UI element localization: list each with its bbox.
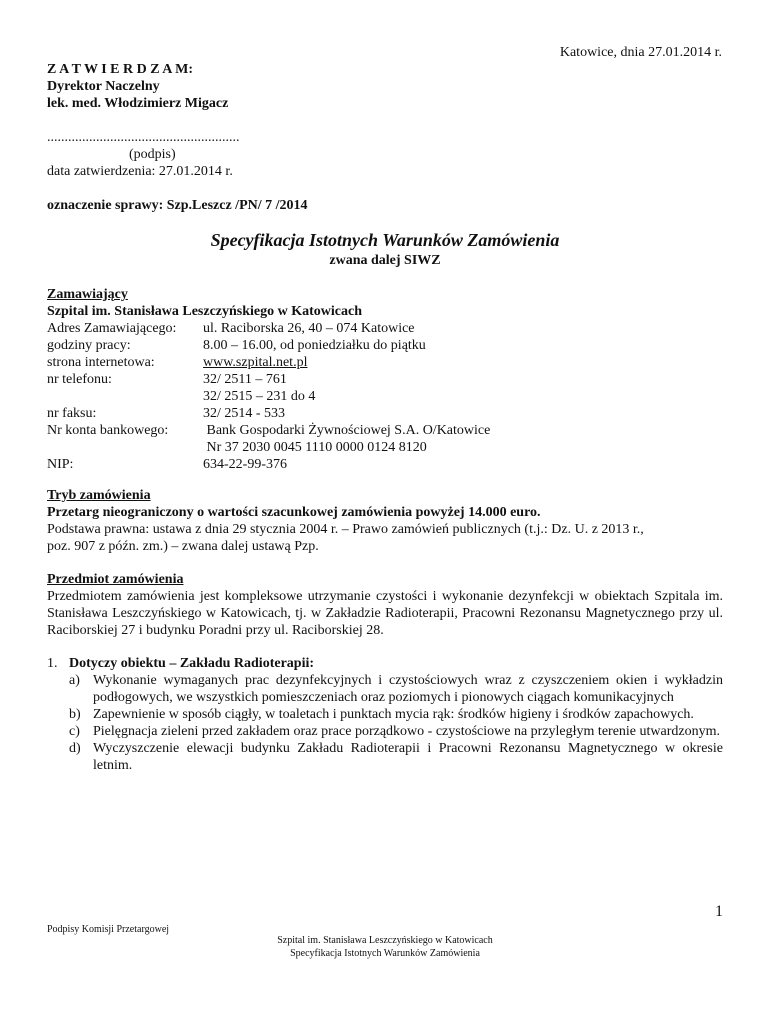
subject-text: Przedmiotem zamówienia jest kompleksowe utrzymanie czystości i wykonanie dezynfekcji w obiektach Szpitala im. Stanisława Leszczyńskiego w Katowicach, tj. w Zakładzie Radioterapii, Pracowni Rezonansu Magnetycznego przy ul. Raciborskiej 27 i budynku Poradni przy ul. Raciborskiej 28. [47, 589, 723, 638]
signature-block [47, 129, 240, 180]
case-reference: oznaczenie sprawy: Szp.Leszcz /PN/ 7 /2014 [47, 198, 308, 213]
list-subitem [47, 723, 723, 740]
date-line: Katowice, dnia 27.01.2014 r. [559, 45, 722, 60]
subitem-letter: c) [69, 724, 80, 739]
list-title: Dotyczy obiektu – Zakładu Radioterapii: [69, 656, 315, 671]
document-subtitle: zwana dalej SIWZ [329, 253, 441, 268]
buyer-row-label: nr telefonu: [47, 372, 112, 387]
document-title: Specyfikacja Istotnych Warunków Zamówienia [210, 230, 560, 250]
buyer-row [47, 405, 723, 422]
buyer-heading: Zamawiający [47, 287, 128, 302]
list-number: 1. [47, 656, 58, 671]
buyer-row-value: 32/ 2514 - 533 [203, 406, 286, 421]
buyer-name: Szpital im. Stanisława Leszczyńskiego w Katowicach [47, 304, 362, 319]
subitem-text: Pielęgnacja zieleni przed zakładem oraz prace porządkowo - czystościowe na przyległym terenie utwardzonym. [93, 724, 720, 739]
mode-heading: Tryb zamówienia [47, 488, 151, 503]
website-link[interactable]: www.szpital.net.pl [203, 355, 308, 370]
buyer-row-value: Nr 37 2030 0045 1110 0000 0124 8120 [203, 440, 427, 455]
footer-center [0, 934, 770, 960]
mode-bold-line: Przetarg nieograniczony o wartości szacunkowej zamówienia powyżej 14.000 euro. [47, 505, 541, 520]
buyer-rows [47, 320, 723, 473]
list-subitem [47, 672, 723, 706]
footer-hospital: Szpital im. Stanisława Leszczyńskiego w Katowicach [277, 935, 493, 946]
subject-heading: Przedmiot zamówienia [47, 572, 184, 587]
buyer-row [47, 337, 723, 354]
director-title: Dyrektor Naczelny [47, 79, 160, 94]
list-subitem [47, 706, 723, 723]
scope-list [47, 655, 723, 774]
approval-date: data zatwierdzenia: 27.01.2014 r. [47, 164, 233, 179]
buyer-row-value: 634-22-99-376 [203, 457, 287, 472]
buyer-row-label: Nr konta bankowego: [47, 423, 169, 438]
buyer-row-label: Adres Zamawiającego: [47, 321, 177, 336]
subitem-letter: d) [69, 741, 81, 756]
subitem-letter: a) [69, 673, 80, 688]
page-number: 1 [715, 903, 723, 920]
footer-spec: Specyfikacja Istotnych Warunków Zamówienia [290, 948, 480, 959]
approval-block [47, 61, 228, 112]
mode-text-1: Podstawa prawna: ustawa z dnia 29 stycznia 2004 r. – Prawo zamówień publicznych (t.j.: Dz. U. z 2013 r., [47, 522, 644, 537]
signature-line: ....................................................... [47, 130, 240, 145]
subitem-text: Zapewnienie w sposób ciągły, w toaletach i punktach mycia rąk: środków higieny i środków zapachowych. [93, 707, 694, 722]
buyer-row-label: godziny pracy: [47, 338, 131, 353]
mode-section [47, 487, 723, 555]
mode-text-2: poz. 907 z późn. zm.) – zwana dalej ustawą Pzp. [47, 539, 319, 554]
subitem-letter: b) [69, 707, 81, 722]
buyer-row-value: 8.00 – 16.00, od poniedziałku do piątku [203, 338, 426, 353]
buyer-row-value: 32/ 2515 – 231 do 4 [203, 389, 316, 404]
approve-heading: Z A T W I E R D Z A M: [47, 62, 194, 77]
buyer-row [47, 388, 723, 405]
buyer-row [47, 422, 723, 439]
buyer-section [47, 286, 723, 473]
buyer-row-value: 32/ 2511 – 761 [203, 372, 287, 387]
list-subitem [47, 740, 723, 774]
buyer-row [47, 371, 723, 388]
footer-signatures: Podpisy Komisji Przetargowej [47, 924, 170, 935]
subitem-text: Wykonanie wymaganych prac dezynfekcyjnych i czystościowych wraz z czyszczeniem okien i wykładzin podłogowych, we wszystkich pomieszczeniach oraz poziomych i pionowych ciągach komunikacyjnych [93, 673, 723, 705]
director-name: lek. med. Włodzimierz Migacz [47, 96, 229, 111]
buyer-row [47, 439, 723, 456]
list-item-1 [47, 655, 723, 672]
signature-label: (podpis) [129, 147, 176, 162]
subitem-text: Wyczyszczenie elewacji budynku Zakładu Radioterapii i Pracowni Rezonansu Magnetycznego w okresie letnim. [93, 741, 723, 773]
buyer-row [47, 456, 723, 473]
subject-section [47, 571, 723, 639]
buyer-row [47, 354, 723, 371]
buyer-row-label: nr faksu: [47, 406, 97, 421]
buyer-row-label: NIP: [47, 457, 74, 472]
buyer-row-value: ul. Raciborska 26, 40 – 074 Katowice [203, 321, 415, 336]
buyer-row [47, 320, 723, 337]
buyer-row-value: Bank Gospodarki Żywnościowej S.A. O/Katowice [203, 423, 491, 438]
buyer-row-label: strona internetowa: [47, 355, 155, 370]
